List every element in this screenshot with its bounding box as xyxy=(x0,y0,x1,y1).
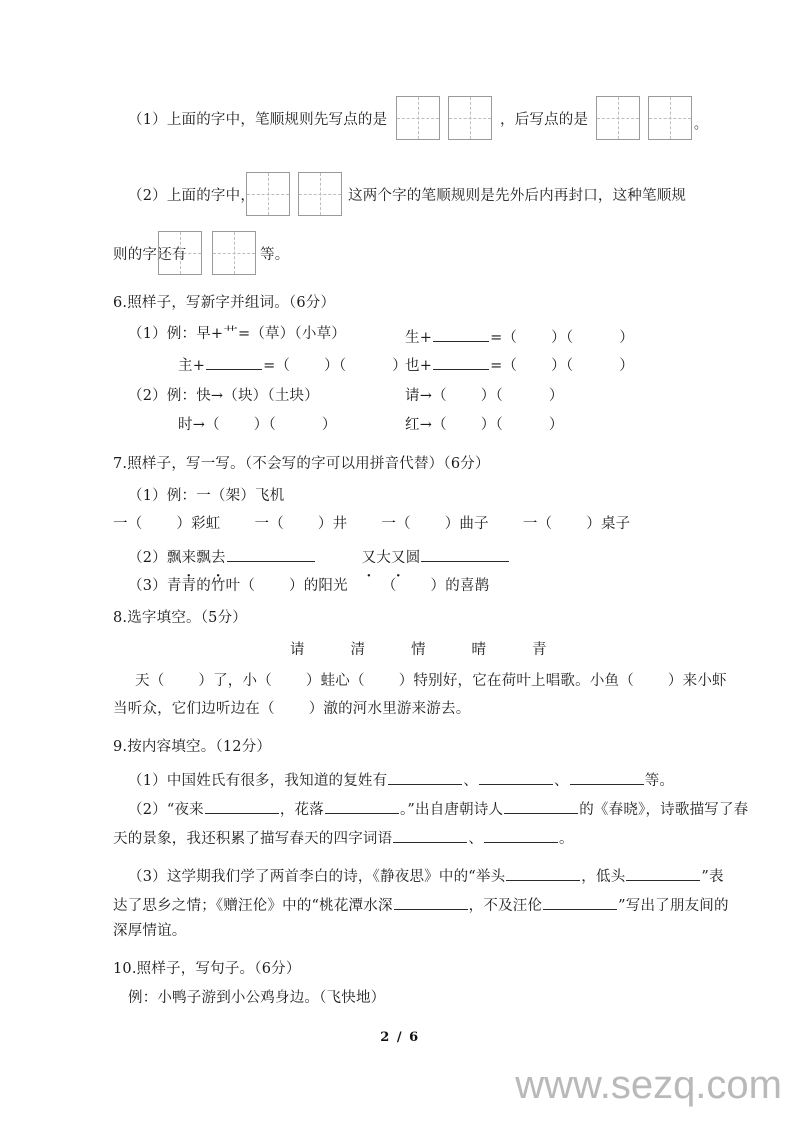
q6-sub2-row2-left xyxy=(178,418,337,433)
q9-item3-cont-c: ”写出了朋友间的 xyxy=(618,897,729,914)
q6-sub2-row1-right xyxy=(405,389,564,404)
q9-item2-cont xyxy=(113,828,574,846)
q7-word-piaolaipiaoqu xyxy=(167,550,226,566)
q7-sub3-example: 青青的竹叶 xyxy=(166,578,241,594)
q8-body-line2 xyxy=(113,702,470,717)
answer-blank[interactable] xyxy=(394,895,468,910)
q9-item2-cont-a: 天的景象，我还积累了描写春天的四字词语 xyxy=(113,830,393,847)
q9-item2-d: 的《春晓》，诗歌描写了春 xyxy=(579,801,749,818)
paren-close: ） xyxy=(551,357,566,374)
paren-close: ） xyxy=(480,417,496,433)
q10-example: 例：小鸭子游到小公鸡身边。（飞快地） xyxy=(128,990,386,1006)
paren-open: （ xyxy=(381,578,397,594)
tianzige-box[interactable] xyxy=(396,96,440,140)
emphasis-char: 去 xyxy=(210,549,226,566)
q5-item1-lead: （1）上面的字中，笔顺规则先写点的是 xyxy=(128,112,388,128)
q8-choice-qing-green[interactable]: 青 xyxy=(532,642,547,658)
site-watermark: www.sezq.com xyxy=(515,1063,782,1107)
arrow-glyph: → xyxy=(192,417,206,433)
q9-item3-c: ”表 xyxy=(701,868,724,885)
measure-prefix: 一（ xyxy=(381,516,411,532)
q7-sub2-row xyxy=(128,547,510,565)
q7-measure-row xyxy=(113,517,630,532)
paren-close: ） xyxy=(548,417,564,433)
measure-suffix: ）彩虹 xyxy=(176,516,221,532)
q5-item2-lead: （2）上面的字中， xyxy=(128,188,256,204)
q6-char-qing: 请 xyxy=(405,388,420,404)
q6-sub2-label: （2）例： xyxy=(128,388,197,404)
q9-item3-cont2: 深厚情谊。 xyxy=(113,923,187,939)
q6-char-zhu: 主 xyxy=(178,357,193,374)
q7-sub1-example: 一（架）飞机 xyxy=(196,488,285,504)
q6-sub2-row2-right xyxy=(405,418,564,433)
q9-item2-cont-tail: 。 xyxy=(559,830,574,847)
paren-open: （ xyxy=(432,388,447,404)
q9-item3-a: （3）这学期我们学了两首李白的诗，《静夜思》中的“举头 xyxy=(128,868,506,885)
tianzige-box[interactable] xyxy=(298,172,342,216)
answer-blank[interactable] xyxy=(205,799,279,814)
q8-text-e: ）来小虾 xyxy=(667,673,727,689)
equals-sign: = xyxy=(490,357,503,374)
paren-open: （ xyxy=(205,417,220,433)
measure-suffix: ）井 xyxy=(317,516,348,532)
paren-close: ） xyxy=(619,329,634,346)
emphasis-char: 圆 xyxy=(405,549,421,566)
q8-text-f: 当听众，它们边听边在（ xyxy=(113,701,275,717)
paren-close: ） xyxy=(253,417,269,433)
q5-item2-mid: 这两个字的笔顺规则是先外后内再封口，这种笔顺规 xyxy=(348,188,687,204)
q8-choice-row xyxy=(290,643,547,658)
paren-open: （ xyxy=(268,417,276,433)
q9-item3 xyxy=(128,866,724,884)
q8-body-line1 xyxy=(113,674,727,689)
q6-heading: 6.照样子，写新字并组词。（6分） xyxy=(113,295,336,311)
emphasis-char: 来 xyxy=(181,549,197,566)
paren-open: （ xyxy=(565,329,574,346)
q10-heading: 10.照样子，写句子。（6分） xyxy=(113,961,301,977)
answer-blank[interactable] xyxy=(504,799,578,814)
paren-close: ） xyxy=(619,357,634,374)
paren-close: ） xyxy=(548,388,564,404)
paren-open: （ xyxy=(495,417,503,433)
paren-open: （ xyxy=(502,357,518,374)
answer-blank[interactable] xyxy=(227,547,315,562)
q8-choice-qing-feeling[interactable]: 情 xyxy=(411,642,426,658)
q5-item1-mid: ，后写点的是 xyxy=(500,112,589,128)
paren-close: ） xyxy=(480,388,496,404)
paren-open: （ xyxy=(565,357,574,374)
answer-blank[interactable] xyxy=(570,770,644,785)
q8-choice-qing-ask[interactable]: 请 xyxy=(290,642,305,658)
q7-sub1-label: （1）例： xyxy=(128,488,197,504)
paren-open: （ xyxy=(275,357,291,374)
q6-sub2-row1 xyxy=(128,389,319,404)
q8-text-g: ）澈的河水里游来游去。 xyxy=(308,701,471,717)
paren-close: ） xyxy=(324,357,339,374)
equals-sign: = xyxy=(490,329,503,346)
paren-open: （ xyxy=(338,357,347,374)
q8-text-b: ）了，小（ xyxy=(198,673,272,689)
q6-char-ye: 也 xyxy=(405,357,420,374)
q7-sub3-label: （3） xyxy=(128,578,167,594)
emphasis-char: 大 xyxy=(376,549,392,566)
answer-blank[interactable] xyxy=(479,770,553,785)
q8-choice-qing-clear[interactable]: 清 xyxy=(350,642,365,658)
q7-sub3-row xyxy=(128,579,489,594)
equals-sign: = xyxy=(263,357,276,374)
q5-item1-tail: 。 xyxy=(694,117,708,132)
emphasis-char: 飘 xyxy=(166,549,182,566)
answer-blank[interactable] xyxy=(388,770,462,785)
measure-suffix: ）曲子 xyxy=(444,516,489,532)
q6-sub1-row1-right xyxy=(405,327,634,345)
q5-item2-cont-lead: 则的字还有 xyxy=(113,247,187,263)
answer-blank[interactable] xyxy=(393,828,467,843)
answer-blank[interactable] xyxy=(506,866,580,881)
q7-sub2-label: （2） xyxy=(128,549,167,566)
q9-item3-cont xyxy=(113,895,729,913)
q8-text-a: 天（ xyxy=(135,673,165,689)
q9-item1-text: （1）中国姓氏有很多，我知道的复姓有 xyxy=(128,772,388,789)
answer-blank[interactable] xyxy=(543,895,617,910)
plus-sign: + xyxy=(419,357,433,374)
q8-choice-qing-sunny[interactable]: 晴 xyxy=(471,642,486,658)
emphasis-char: 又 xyxy=(391,549,406,566)
emphasis-char: 又 xyxy=(361,549,377,566)
answer-blank[interactable] xyxy=(433,327,489,342)
q7-word-youdayouyuan xyxy=(362,550,421,566)
tianzige-box[interactable] xyxy=(246,172,290,216)
q6-sub1-label: （1）例： xyxy=(128,326,197,342)
tianzige-box[interactable] xyxy=(596,96,640,140)
emphasis-char: 飘 xyxy=(196,549,211,566)
q8-text-c: ）蛙心（ xyxy=(305,673,365,689)
arrow-glyph: → xyxy=(419,417,433,433)
q6-sub2-example: 快→（块）（土块） xyxy=(196,388,319,404)
q6-char-hong: 红 xyxy=(405,417,420,433)
answer-blank[interactable] xyxy=(626,866,700,881)
q9-item1-tail: 等。 xyxy=(644,772,675,789)
q9-heading: 9.按内容填空。（12分） xyxy=(113,739,272,755)
q5-item2-cont-tail: 等。 xyxy=(260,247,290,263)
tianzige-box[interactable] xyxy=(648,96,692,140)
answer-blank[interactable] xyxy=(206,355,262,370)
tianzige-box[interactable] xyxy=(158,231,202,275)
paren-open: （ xyxy=(495,388,503,404)
q7-sub3-mid-a: ）的阳光 xyxy=(289,578,348,594)
q6-char-shi: 时 xyxy=(178,417,193,433)
separator: 、 xyxy=(463,772,479,789)
answer-blank[interactable] xyxy=(433,355,489,370)
q9-item2-b: ，花落 xyxy=(279,801,324,818)
q6-sub1-row2-left xyxy=(178,355,407,373)
page-number: 2 / 6 xyxy=(380,1030,420,1045)
q9-item2 xyxy=(128,799,748,817)
answer-blank[interactable] xyxy=(421,547,509,562)
q9-item1 xyxy=(128,770,674,788)
separator: 、 xyxy=(468,830,484,847)
paren-open: （ xyxy=(502,329,518,346)
tianzige-box[interactable] xyxy=(448,96,492,140)
q7-heading: 7.照样子，写一写。（不会写的字可以用拼音代替）（6分） xyxy=(113,456,490,472)
measure-suffix: ）桌子 xyxy=(586,516,631,532)
q9-item3-b: ，低头 xyxy=(581,868,626,885)
q9-item3-cont-a: 达了思乡之情；《赠汪伦》中的“桃花潭水深 xyxy=(113,897,393,914)
paren-open: （ xyxy=(240,578,256,594)
answer-blank[interactable] xyxy=(484,828,558,843)
q9-item2-a: （2）“夜来 xyxy=(128,801,204,818)
q7-sub1 xyxy=(128,489,284,504)
arrow-glyph: → xyxy=(419,388,433,404)
q7-sub3-mid-b: ）的喜鹊 xyxy=(430,578,490,594)
paren-close: ） xyxy=(321,417,337,433)
answer-blank[interactable] xyxy=(325,799,399,814)
q6-char-sheng: 生 xyxy=(405,329,420,346)
q6-sub1-row1 xyxy=(128,327,346,342)
tianzige-box[interactable] xyxy=(212,231,256,275)
paren-close: ） xyxy=(392,357,407,374)
paren-close: ） xyxy=(551,329,566,346)
q8-heading: 8.选字填空。（5分） xyxy=(113,610,248,626)
q6-sub1-row2-right xyxy=(405,355,634,373)
q9-item2-c: 。”出自唐朝诗人 xyxy=(399,801,504,818)
separator: 、 xyxy=(554,772,569,789)
q6-sub1-example: 早+艹=（草）（小草） xyxy=(196,326,346,342)
plus-sign: + xyxy=(192,357,206,374)
measure-prefix: 一（ xyxy=(522,516,553,532)
q9-item3-cont-b: ，不及汪伦 xyxy=(468,897,543,914)
plus-sign: + xyxy=(419,329,433,346)
measure-prefix: 一（ xyxy=(113,516,143,532)
q8-text-d: ）特别好，它在荷叶上唱歌。小鱼（ xyxy=(398,673,634,689)
paren-open: （ xyxy=(432,417,447,433)
measure-prefix: 一（ xyxy=(254,516,284,532)
